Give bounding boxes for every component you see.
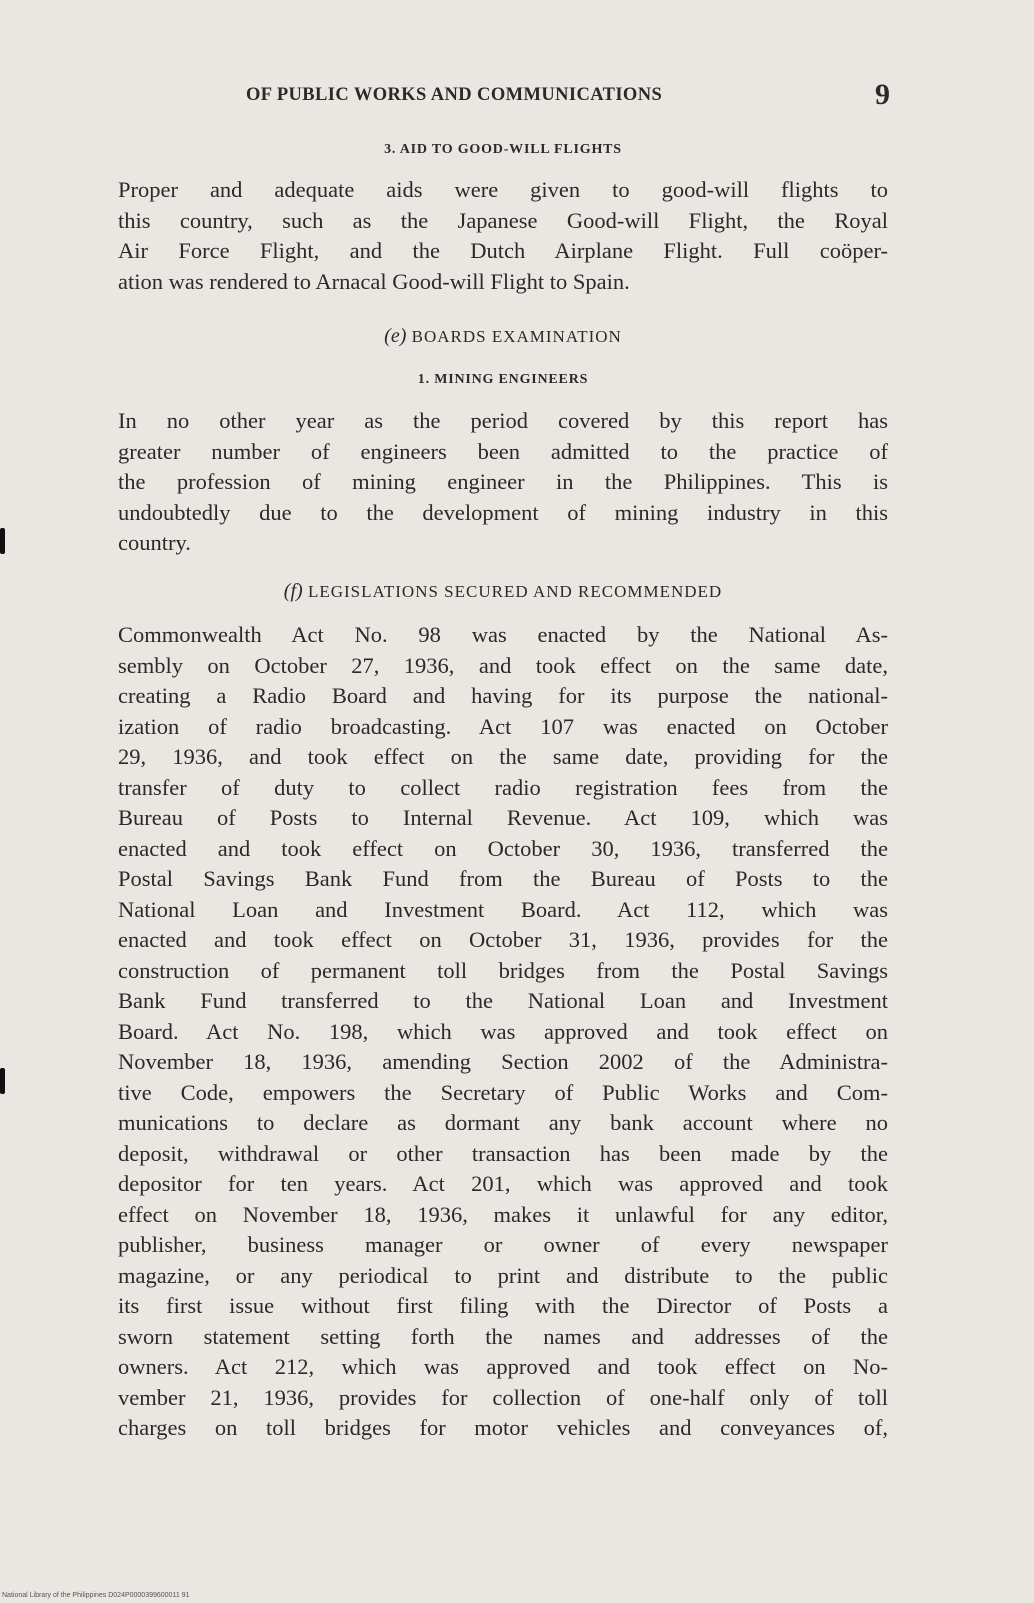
paragraph-line: construction of permanent toll bridges from the Postal Savings [118,957,888,983]
paragraph-line: effect on November 18, 1936, makes it unlawful for any editor, [118,1201,888,1227]
paragraph-line: sembly on October 27, 1936, and took effect on the same date, [118,652,888,678]
paragraph-aid-flights [118,175,888,297]
paragraph-line: enacted and took effect on October 30, 1936, transferred the [118,835,888,861]
section-heading-boards [118,325,888,348]
paragraph-line: publisher, business manager or owner of every newspaper [118,1232,888,1257]
subheading-mining-engineers: 1. MINING ENGINEERS [417,372,589,387]
running-head-title: OF PUBLIC WORKS AND COMMUNICATIONS [246,85,663,105]
section-title: LEGISLATIONS SECURED AND RECOMMENDED [307,582,723,601]
paragraph-line: owners. Act 212, which was approved and took effect on No- [118,1354,888,1379]
running-head [118,78,890,112]
subheading-aid-flights: 3. AID TO GOOD-WILL FLIGHTS [384,142,622,157]
paragraph-line: sworn statement setting forth the names and addresses of the [118,1323,888,1349]
paragraph-line: Bureau of Posts to Internal Revenue. Act 109, which was [118,805,888,830]
page-number: 9 [875,78,890,111]
paragraph-line: 29, 1936, and took effect on the same date, providing for the [118,744,888,769]
paragraph-line: the profession of mining engineer in the Philippines. This is [118,469,888,494]
paragraph-line: Postal Savings Bank Fund from the Bureau of Posts to the [118,866,888,891]
paragraph-line: ization of radio broadcasting. Act 107 was enacted on October [118,713,888,739]
section-title: BOARDS EXAMINATION [411,327,622,346]
paragraph-line: National Loan and Investment Board. Act 112, which was [118,896,888,922]
paragraph-line: Bank Fund transferred to the National Loan and Investment [118,988,888,1013]
paragraph-mining-engineers [118,406,888,559]
paragraph-line: depositor for ten years. Act 201, which was approved and took [118,1171,888,1196]
scan-edge-mark [0,528,5,554]
paragraph-line: munications to declare as dormant any bank account where no [118,1110,888,1135]
paragraph-line: In no other year as the period covered by this report has [118,408,888,433]
section-letter: (f) [283,580,303,602]
paragraph-line: greater number of engineers been admitted to the practice of [118,438,888,464]
footer-watermark: National Library of the Philippines D024P0000399600011 91 [2,1592,190,1599]
paragraph-line: deposit, withdrawal or other transaction has been made by the [118,1140,888,1166]
paragraph-line: Air Force Flight, and the Dutch Airplane Flight. Full coöper- [118,238,888,263]
paragraph-line: Commonwealth Act No. 98 was enacted by the National As- [118,622,888,647]
paragraph-line: its first issue without first filing with the Director of Posts a [118,1293,888,1318]
section-letter: (e) [384,325,407,347]
paragraph-line: this country, such as the Japanese Good-will Flight, the Royal [118,207,888,233]
paragraph-line: ation was rendered to Arnacal Good-will Flight to Spain. [118,268,630,294]
paragraph-line: charges on toll bridges for motor vehicles and conveyances of, [118,1415,888,1440]
paragraph-line: tive Code, empowers the Secretary of Public Works and Com- [118,1079,888,1105]
paragraph-line: enacted and took effect on October 31, 1936, provides for the [118,927,888,952]
scan-edge-mark [0,1068,5,1094]
paragraph-legislations [118,620,888,1444]
paragraph-line: magazine, or any periodical to print and distribute to the public [118,1262,888,1288]
paragraph-line: Proper and adequate aids were given to good-will flights to [118,177,888,202]
paragraph-line: transfer of duty to collect radio registration fees from the [118,774,888,800]
paragraph-line: November 18, 1936, amending Section 2002 of the Administra- [118,1049,888,1074]
section-heading-legislations [118,580,888,603]
paragraph-line: vember 21, 1936, provides for collection of one-half only of toll [118,1384,888,1410]
paragraph-line: undoubtedly due to the development of mining industry in this [118,499,888,525]
paragraph-line: creating a Radio Board and having for its purpose the national- [118,683,888,708]
paragraph-line: country. [118,530,191,555]
paragraph-line: Board. Act No. 198, which was approved and took effect on [118,1018,888,1044]
